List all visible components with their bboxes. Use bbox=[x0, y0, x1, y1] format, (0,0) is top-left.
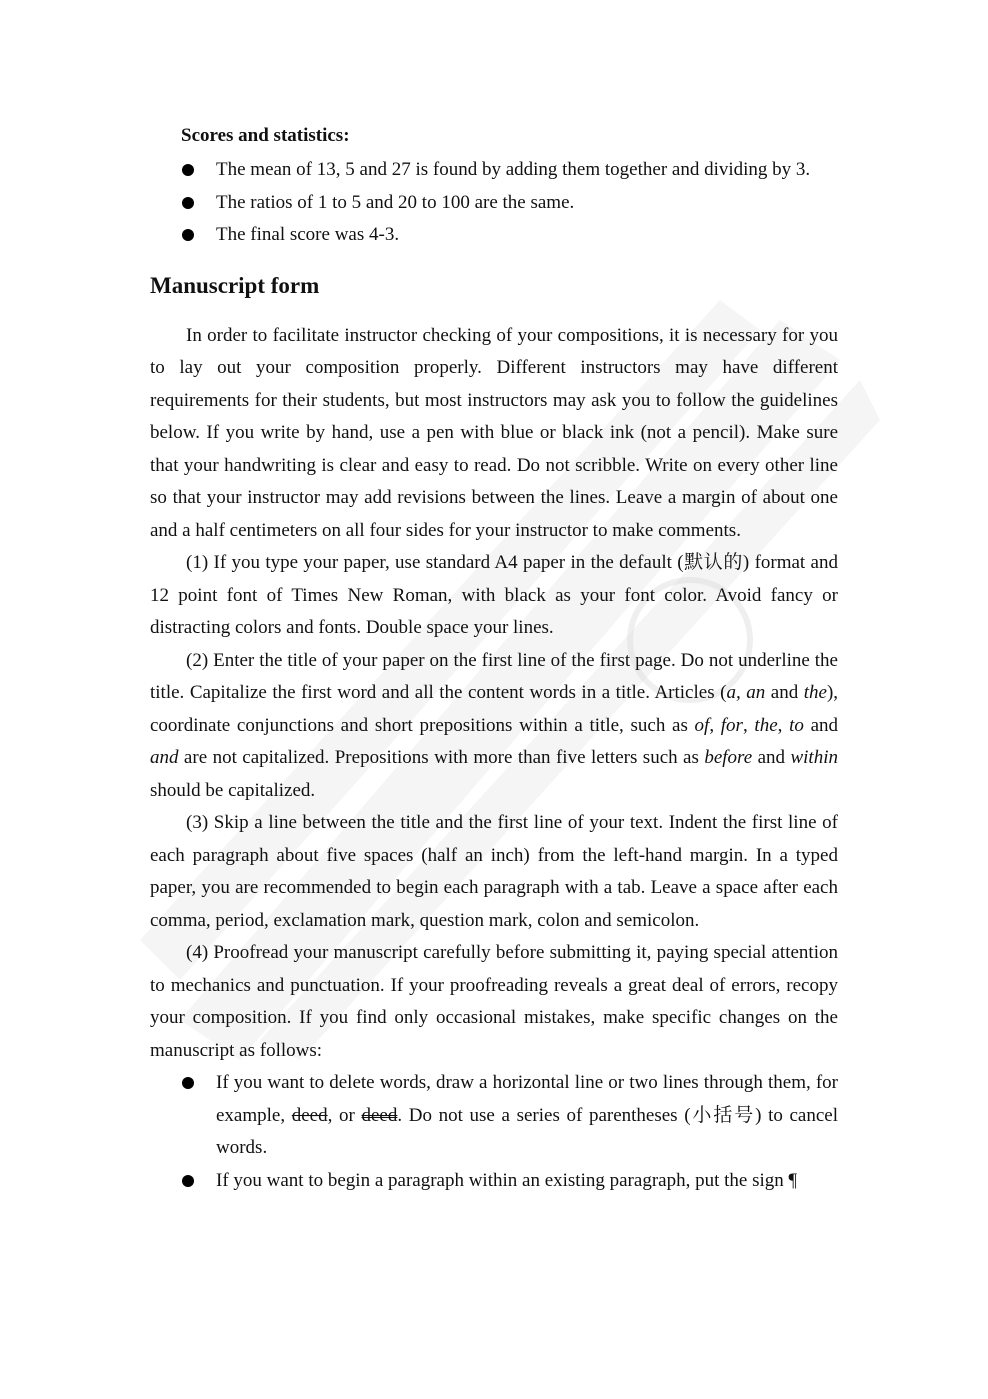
paragraph-3: (3) Skip a line between the title and the first line of your text. Indent the first line of each paragraph about five spaces (half an inch) from the left-hand margin. In a typed paper, you are recommended to begin each paragraph with a tab. Leave a space after each comma, period, exclamation mark, question mark, colon and semicolon. bbox=[150, 812, 838, 931]
scores-heading: Scores and statistics: bbox=[181, 125, 350, 146]
corrections-list bbox=[150, 1067, 838, 1197]
strikethrough-example: deed bbox=[291, 1104, 328, 1126]
bullet-icon bbox=[182, 1077, 194, 1089]
bullet-icon bbox=[182, 164, 194, 176]
double-strikethrough-example: deed bbox=[361, 1104, 398, 1126]
scores-list bbox=[150, 154, 838, 252]
bullet-icon bbox=[182, 229, 194, 241]
paragraph-4: (4) Proofread your manuscript carefully before submitting it, paying special attention to mechanics and punctuation. If your proofreading reveals a great deal of errors, recopy your composition. If you find only occasional mistakes, make specific changes on the manuscript as follows: bbox=[150, 942, 838, 1061]
list-item: The mean of 13, 5 and 27 is found by adding them together and dividing by 3. bbox=[150, 154, 838, 187]
list-item: If you want to delete words, draw a horizontal line or two lines through them, for example, deed, or deed. Do not use a series of parentheses (小括号) to cancel words. bbox=[150, 1067, 838, 1165]
document-page bbox=[150, 118, 838, 1197]
intro-paragraph: In order to facilitate instructor checking of your compositions, it is necessary for you to lay out your composition properly. Different instructors may have different requirements for their students, but most instructors may ask you to follow the guidelines below. If you write by hand, use a pen with blue or black ink (not a pencil). Make sure that your handwriting is clear and easy to read. Do not scribble. Write on every other line so that your instructor may add revisions between the lines. Leave a margin of about one and a half centimeters on all four sides for your instructor to make comments. bbox=[150, 324, 838, 541]
bullet-icon bbox=[182, 197, 194, 209]
paragraph-2: (2) Enter the title of your paper on the first line of the first page. Do not underline the title. Capitalize the first word and all the content words in a title. Articles (a, an and the), coordinate conjunctions and short prepositions within a title, such as of, for, the, to and and are not capitalized. Prepositions with more than five letters such as before and within should be capitalized. bbox=[150, 649, 839, 801]
list-item: The final score was 4-3. bbox=[150, 219, 838, 252]
section-heading: Manuscript form bbox=[150, 272, 320, 298]
list-item: If you want to begin a paragraph within an existing paragraph, put the sign ¶ bbox=[150, 1165, 838, 1198]
paragraph-1: (1) If you type your paper, use standard A4 paper in the default (默认的) format and 12 point font of Times New Roman, with black as your font color. Avoid fancy or distracting colors and fonts. Double space your lines. bbox=[150, 552, 838, 638]
bullet-icon bbox=[182, 1175, 194, 1187]
list-item: The ratios of 1 to 5 and 20 to 100 are the same. bbox=[150, 187, 838, 220]
